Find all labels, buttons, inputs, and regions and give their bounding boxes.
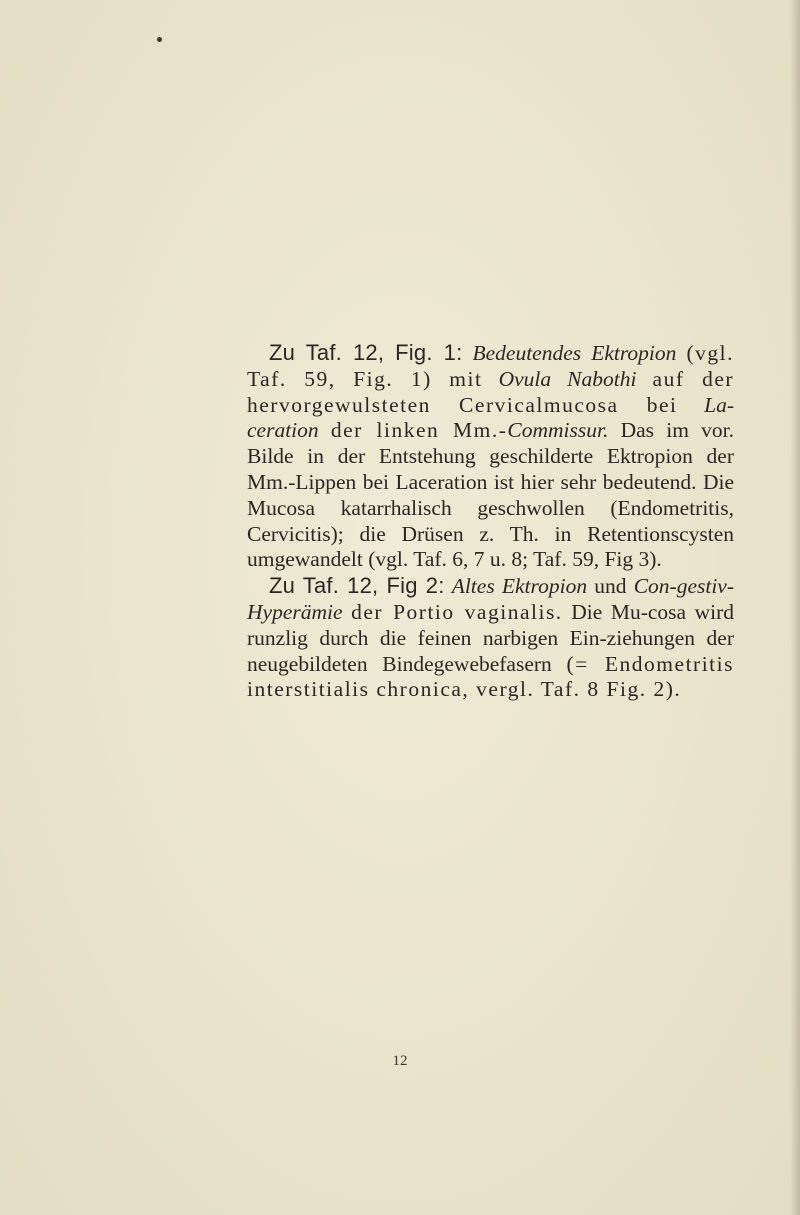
caption-text: der linken Mm.- [330, 418, 508, 443]
page-number: 12 [392, 1053, 408, 1069]
caption-term: Commissur. [507, 418, 609, 443]
caption-term: Con-gestiv-Hyperämie [247, 574, 735, 624]
caption-term: Ovula Nabothi [498, 366, 637, 391]
caption-text: (= Endometritis interstitialis chronica, vergl. Taf. 8 Fig. 2). [247, 651, 734, 702]
caption-title-fig-2: Altes Ektropion [451, 574, 588, 599]
caption-text: der Portio vaginalis. [351, 599, 563, 624]
caption-term: La-ceration [247, 392, 735, 443]
caption-text-block [247, 340, 734, 703]
caption-heading-fig-1: Zu Taf. 12, Fig. 1: [269, 340, 463, 365]
caption-fig-1 [247, 340, 734, 573]
caption-title-fig-1: Bedeutendes Ektropion [472, 341, 677, 365]
caption-text: Die Mu-cosa wird runzlig durch die feinen narbigen Ein-ziehungen der neugebildeten Bindegewebefasern [247, 599, 735, 676]
page-edge-shadow [790, 0, 800, 1215]
caption-heading-fig-2: Zu Taf. 12, Fig 2: [269, 573, 445, 599]
caption-text: (vgl. Taf. 59, Fig. 1) mit [247, 341, 734, 391]
caption-fig-2 [247, 573, 734, 703]
caption-text: und [594, 574, 627, 599]
ink-speck [157, 37, 162, 42]
caption-text: Das im vor. Bilde in der Entstehung geschilderte Ektropion der Mm.-Lippen bei Laceration ist hier sehr bedeutend. Die Mucosa katarrhalisch geschwollen (Endometritis, Cervicitis); die Drüsen z. Th. in Retentionscysten umgewandelt (vgl. Taf. 6, 7 u. 8; Taf. 59, Fig 3). [247, 418, 734, 572]
caption-text: auf der hervorgewulsteten Cervicalmucosa bei [247, 366, 735, 417]
